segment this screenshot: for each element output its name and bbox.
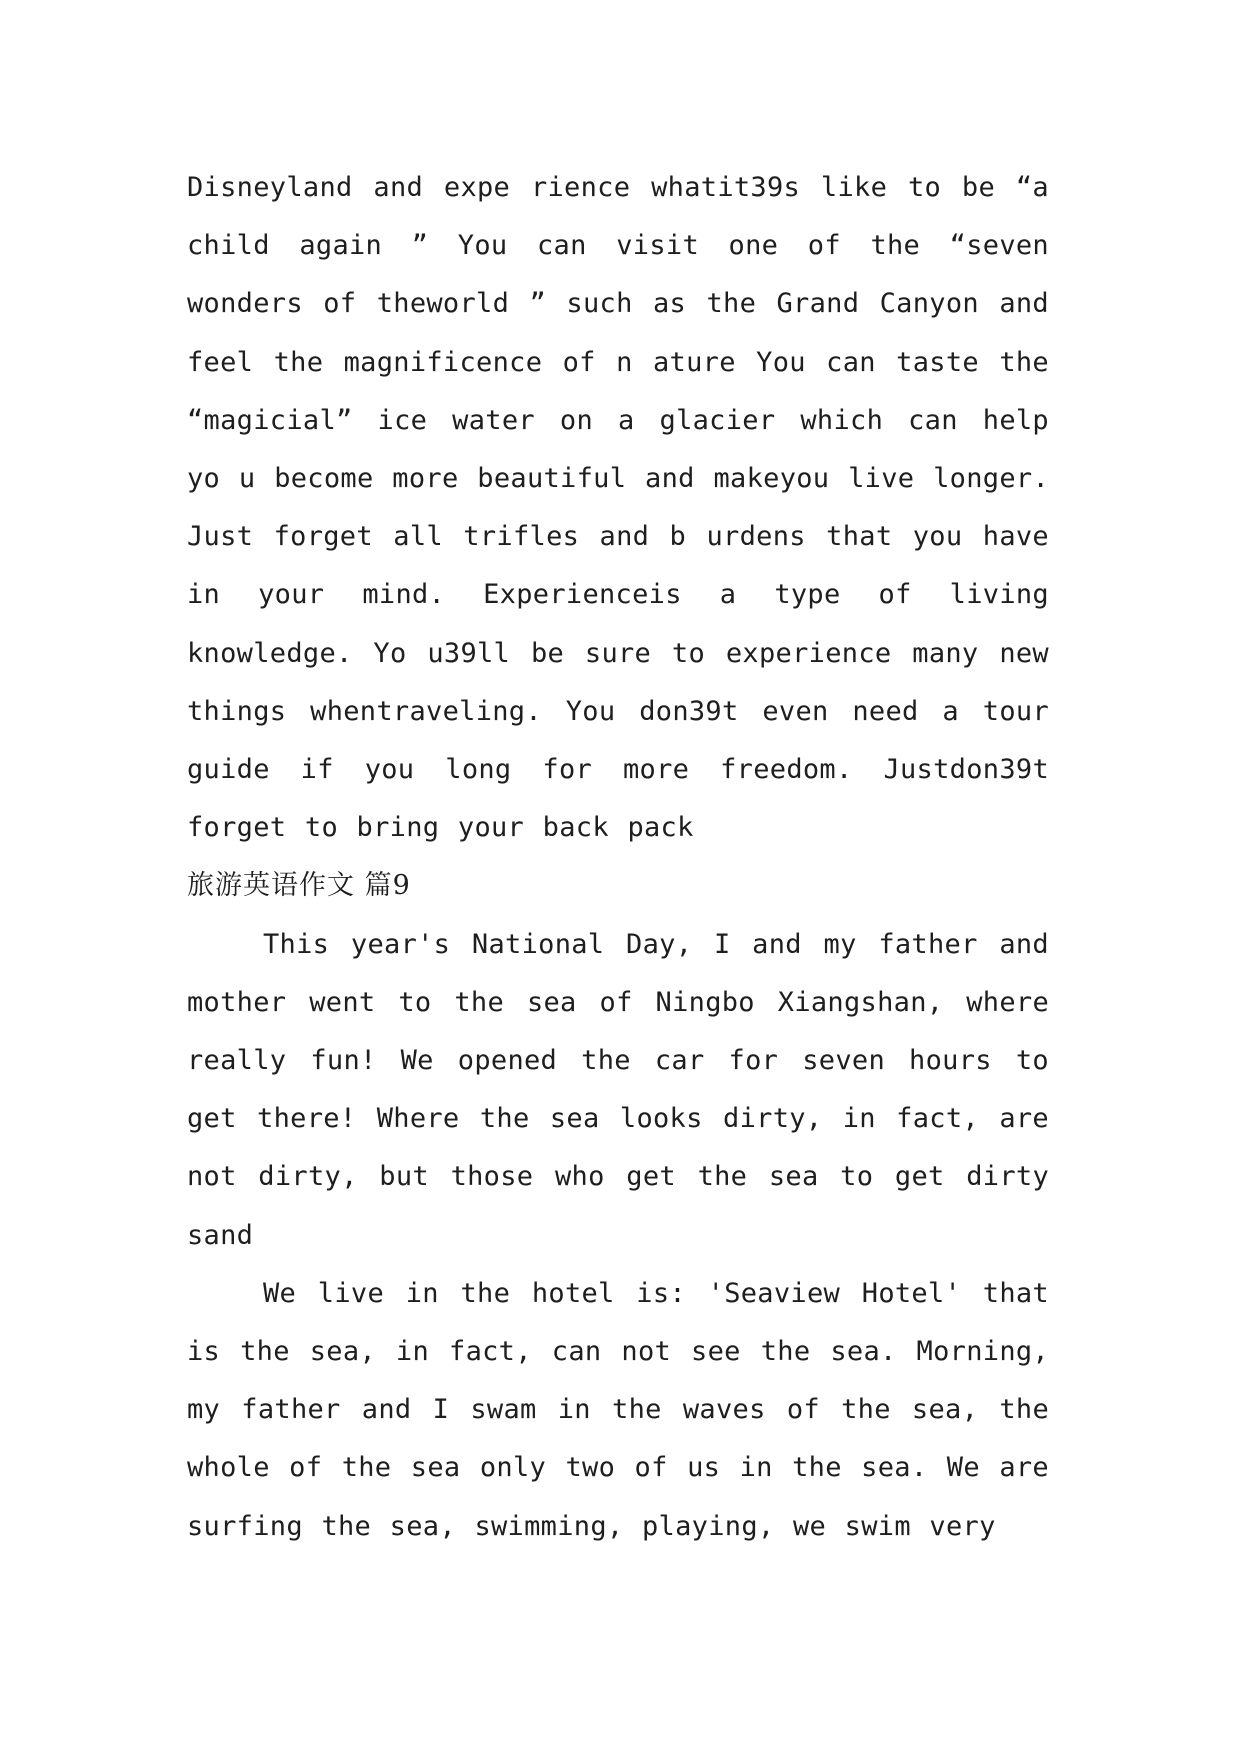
section-heading: 旅游英语作文 篇9 <box>187 870 411 902</box>
paragraph-seaview-hotel: We live in the hotel is: 'Seaview Hotel' that is the sea, in fact, can not see the sea. Morning, my father and I swam in the waves of the sea, the whole of the sea only two of us in the sea. We are surfing the sea, swimming, playing, we swim very <box>187 1277 1049 1542</box>
paragraph-national-day: This year's National Day, I and my father and mother went to the sea of Ningbo Xiangshan, where really fun! We opened the car for seven hours to get there! Where the sea looks dirty, in fact, are not dirty, but those who get the sea to get dirty sand <box>187 928 1049 1251</box>
paragraph-continued: Disneyland and expe rience whatit39s like to be “a child again ” You can visit one of the “seven wonders of theworld ” such as the Grand Canyon and feel the magnificence of n ature You can taste the “magicial” ice water on a glacier which can help yo u become more beautiful and makeyou live longer. Just forget all trifles and b urdens that you have in your mind. Experienceis a type of living knowledge. Yo u39ll be sure to experience many new things whentraveling. You don39t even need a tour guide if you long for more freedom. Justdon39t forget to bring your back pack <box>187 172 1049 844</box>
document-body <box>187 159 1049 1556</box>
